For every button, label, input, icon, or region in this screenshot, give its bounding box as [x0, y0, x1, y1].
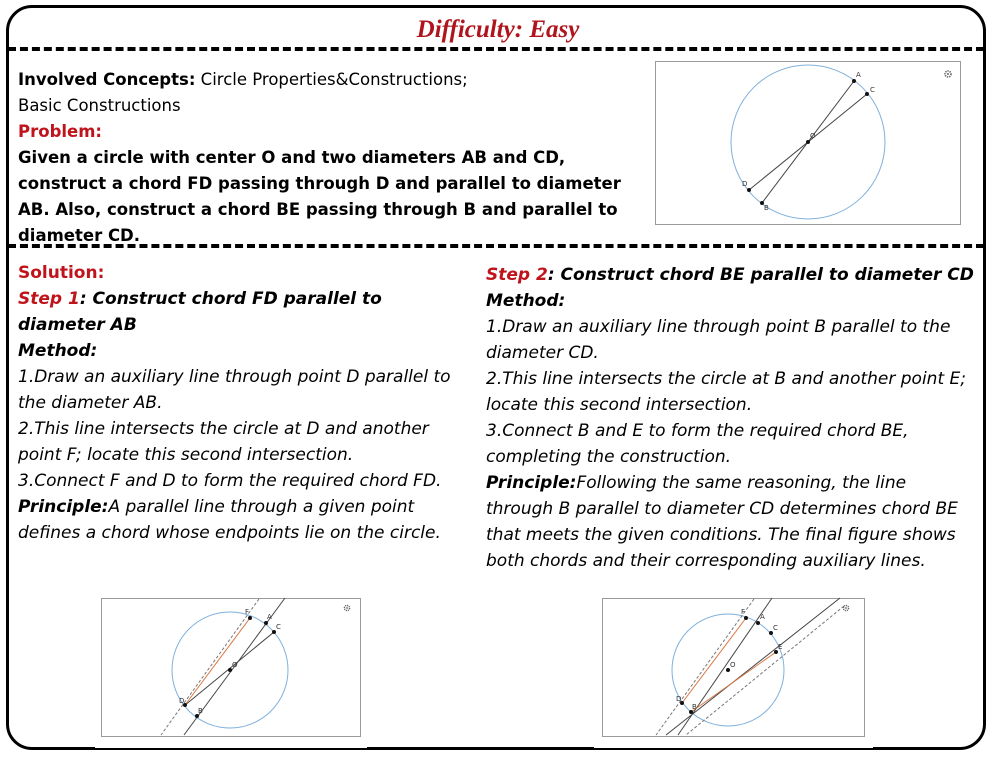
point-o: [806, 140, 810, 144]
step2-item-1: 1.Draw an auxiliary line through point B parallel to the diameter CD.: [486, 317, 951, 363]
step1-column: [18, 260, 468, 546]
step2-label: Step 2: [486, 265, 548, 285]
step1-figure: [95, 586, 367, 748]
problem-section: [18, 67, 648, 249]
difficulty-title: Difficulty: Easy: [416, 16, 580, 43]
step2-title: : Construct chord BE parallel to diameter CD: [547, 265, 974, 285]
problem-figure: [655, 61, 961, 225]
point-d: [747, 188, 751, 192]
label-f: F: [741, 608, 746, 616]
concepts-value: Circle Properties&Constructions;: [200, 70, 468, 89]
label-o: O: [232, 661, 238, 669]
step2-item-2: 2.This line intersects the circle at B and another point E; locate this second intersection.: [486, 369, 966, 415]
label-b: B: [198, 707, 203, 715]
label-e: E: [778, 643, 783, 651]
step1-heading: [18, 286, 468, 338]
step2-figure: [594, 586, 873, 748]
step2-item-3: 3.Connect B and E to form the required chord BE, completing the construction.: [486, 421, 909, 467]
solution-label: Solution:: [18, 263, 105, 283]
label-o: O: [730, 661, 736, 669]
step1-method-label: Method:: [18, 341, 98, 361]
problem-figure-svg: [656, 62, 958, 222]
step2-method-label: Method:: [486, 291, 566, 311]
step1-item-2: 2.This line intersects the circle at D and another point F; locate this second intersection.: [18, 419, 429, 465]
point-f: [248, 616, 252, 620]
gear-icon: [344, 605, 349, 610]
concepts-label: Involved Concepts:: [18, 70, 196, 89]
concepts-line: [18, 67, 648, 93]
step1-figure-svg: [95, 586, 367, 748]
chord-fd: [185, 618, 250, 705]
step1-principle-text: A parallel line through a given point defines a chord whose endpoints lie on the circle.: [18, 497, 441, 543]
aux-line-d: [161, 599, 259, 735]
concepts-value-line2: Basic Constructions: [18, 96, 181, 115]
divider-top: [8, 47, 984, 51]
label-o: O: [810, 132, 816, 140]
step1-label: Step 1: [18, 289, 80, 309]
label-a: A: [760, 613, 765, 621]
point-c: [865, 92, 869, 96]
step1-item-3: 3.Connect F and D to form the required chord FD.: [18, 471, 442, 491]
label-d: D: [676, 695, 682, 703]
diameter-cd: [666, 598, 840, 735]
step2-figure-svg: [594, 586, 873, 748]
divider-middle: [8, 244, 984, 248]
label-b: B: [764, 204, 769, 212]
step2-heading: [486, 262, 976, 288]
label-c: C: [773, 624, 778, 632]
aux-line-b: [686, 606, 844, 735]
point-f: [744, 616, 748, 620]
label-f: F: [245, 608, 250, 616]
step1-principle-label: Principle:: [18, 497, 109, 517]
problem-label: Problem:: [18, 122, 103, 141]
gear-icon: [843, 605, 848, 610]
gear-icon: [945, 71, 951, 77]
point-a: [756, 621, 760, 625]
step1-title: : Construct chord FD parallel to diameter AB: [18, 289, 382, 335]
step2-principle-label: Principle:: [486, 473, 577, 493]
label-d: D: [742, 180, 748, 188]
label-c: C: [870, 86, 875, 94]
label-c: C: [276, 623, 281, 631]
chord-fd: [682, 618, 746, 703]
label-a: A: [856, 71, 861, 79]
step2-principle-text: Following the same reasoning, the line through B parallel to diameter CD determines chord BE that meets the given conditions. The final figure shows both chords and their corresponding auxiliary lines.: [486, 473, 958, 571]
point-a: [264, 621, 268, 625]
label-b: B: [692, 703, 697, 711]
label-a: A: [267, 613, 272, 621]
label-d: D: [179, 697, 185, 705]
step1-item-1: 1.Draw an auxiliary line through point D parallel to the diameter AB.: [18, 367, 451, 413]
step2-column: [486, 262, 976, 574]
step1-principle: [18, 494, 468, 546]
step2-principle: [486, 470, 976, 574]
problem-text: Given a circle with center O and two diameters AB and CD, construct a chord FD passing through D and parallel to diameter AB. Also, construct a chord BE passing through B and parallel to diameter CD.: [18, 148, 621, 245]
point-a: [852, 79, 856, 83]
